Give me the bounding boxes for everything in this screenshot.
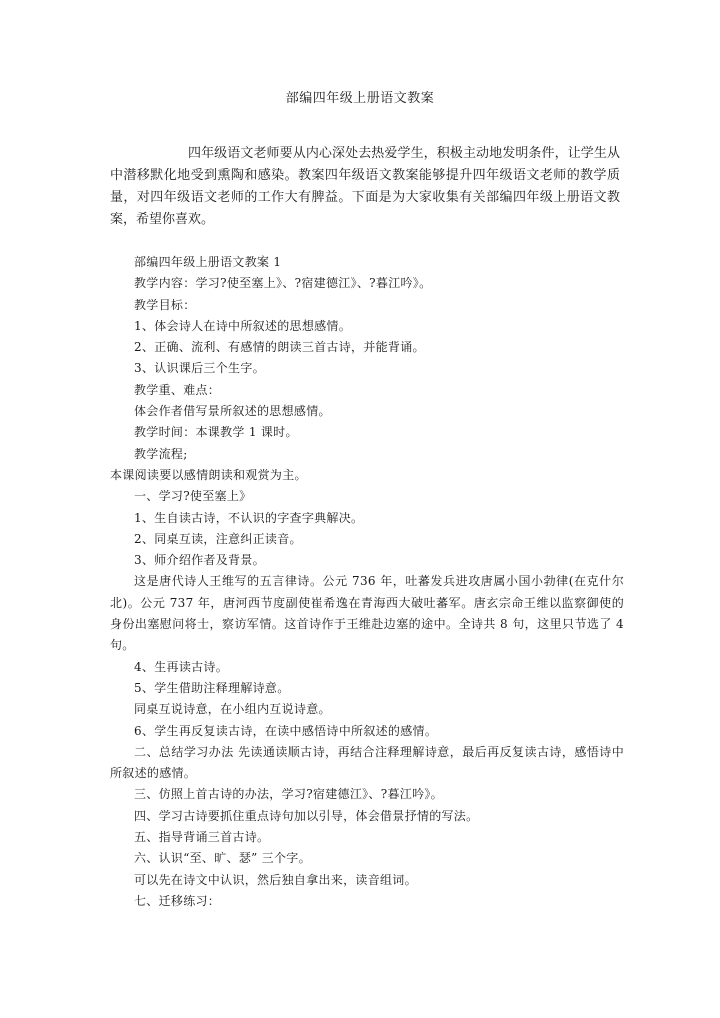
step-item: 5、学生借助注释理解诗意。 bbox=[134, 680, 290, 695]
step-item: 2、同桌互读，注意纠正读音。 bbox=[134, 531, 302, 546]
step-note: 可以先在诗文中认识，然后独自拿出来，读音组词。 bbox=[134, 872, 417, 887]
background-paragraph: 这是唐代诗人王维写的五言律诗。公元 736 年，吐蕃发兵进攻唐属小国小勃律(在克什尔北)。公元 737 年，唐河西节度副使崔希逸在青海西大破吐蕃军。唐玄宗命王维以监察御使的身份出塞慰问将士，察访军情。这首诗作于王维赴边塞的途中。全诗共 8 句，这里只节选了 4 句。 bbox=[110, 574, 624, 653]
step-item: 1、生自读古诗，不认识的字查字典解决。 bbox=[134, 510, 364, 525]
lesson-heading: 部编四年级上册语文教案 1 bbox=[134, 255, 282, 269]
summary-paragraph: 二、总结学习办法 先读通读顺古诗，再结合注释理解诗意，最后再反复读古诗，感悟诗中所叙述的感情。 bbox=[110, 744, 624, 781]
section-heading: 四、学习古诗要抓住重点诗句加以引导，体会借景抒情的写法。 bbox=[134, 808, 479, 823]
section-heading: 五、指导背诵三首古诗。 bbox=[134, 830, 270, 845]
key-points-heading: 教学重、难点： bbox=[134, 382, 221, 397]
goal-item: 3、认识课后三个生字。 bbox=[134, 361, 265, 376]
teaching-content: 教学内容：学习?使至塞上》、?宿建德江》、?暮江吟》。 bbox=[134, 276, 432, 291]
step-item: 6、学生再反复读古诗，在读中感悟诗中所叙述的感情。 bbox=[134, 723, 438, 738]
teaching-time: 教学时间：本课教学 1 课时。 bbox=[134, 425, 298, 440]
section-heading: 六、认识“至、旷、瑟” 三个字。 bbox=[134, 851, 311, 866]
lesson-content bbox=[110, 252, 624, 912]
step-item: 4、生再读古诗。 bbox=[134, 659, 229, 674]
section-heading: 一、学习?使至塞上》 bbox=[134, 489, 252, 504]
document-title: 部编四年级上册语文教案 bbox=[285, 91, 435, 106]
step-item: 3、师介绍作者及背景。 bbox=[134, 553, 265, 568]
step-note: 同桌互说诗意，在小组内互说诗意。 bbox=[134, 702, 331, 717]
goals-heading: 教学目标： bbox=[134, 297, 196, 312]
goal-item: 1、体会诗人在诗中所叙述的思想感情。 bbox=[134, 318, 352, 333]
section-heading: 七、迁移练习： bbox=[134, 893, 221, 908]
goal-item: 2、正确、流利、有感情的朗读三首古诗，并能背诵。 bbox=[134, 340, 425, 355]
section-heading: 三、仿照上首古诗的办法，学习?宿建德江》、?暮江吟》。 bbox=[134, 787, 443, 802]
key-points-text: 体会作者借写景所叙述的思想感情。 bbox=[134, 404, 331, 419]
process-heading: 教学流程; bbox=[134, 446, 188, 461]
process-note: 本课阅读要以感情朗读和观赏为主。 bbox=[110, 467, 307, 482]
intro-paragraph: 四年级语文老师要从内心深处去热爱学生，积极主动地发明条件，让学生从中潜移默化地受到熏陶和感染。教案四年级语文教案能够提升四年级语文老师的教学质量，对四年级语文老师的工作大有脾益。下面是为大家收集有关部编四年级上册语文教案，希望你喜欢。 bbox=[110, 146, 620, 227]
